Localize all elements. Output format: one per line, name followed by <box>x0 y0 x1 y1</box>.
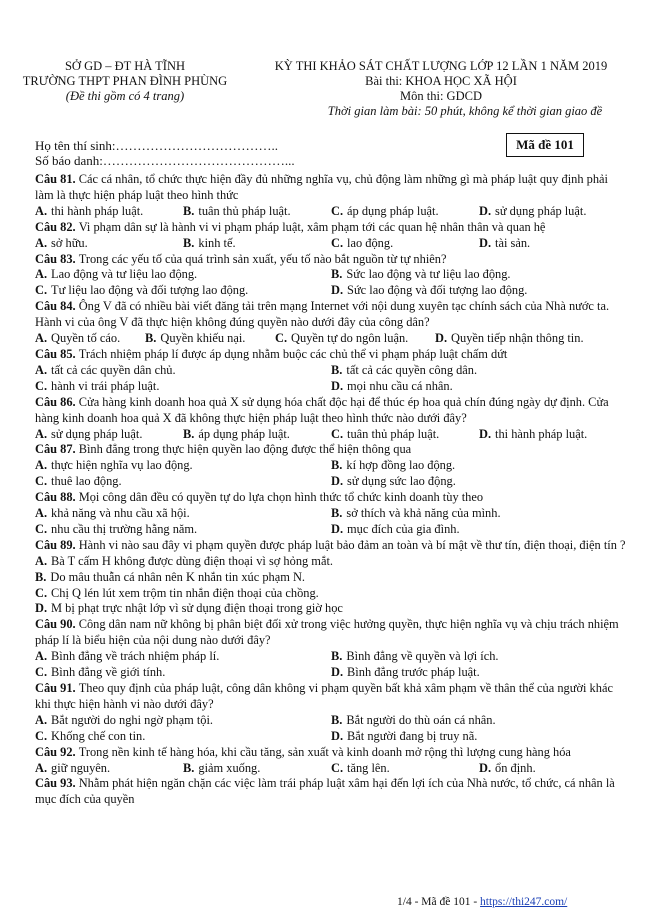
option-letter: B. <box>331 362 343 377</box>
exam-code-box: Mã đề 101 <box>506 133 584 157</box>
answer-option[interactable] <box>275 331 435 347</box>
question <box>35 172 627 204</box>
question-text: Trong nền kinh tế hàng hóa, khi cầu tăng, sản xuất và kinh doanh mở rộng thì lượng cung hàng hóa <box>78 744 571 759</box>
exam-subject: Môn thi: GDCD <box>400 89 482 103</box>
question <box>35 252 627 268</box>
question-number: Câu 87. <box>35 442 79 457</box>
question-number: Câu 89. <box>35 537 79 552</box>
option-text: thực hiện nghĩa vụ lao động. <box>51 458 193 473</box>
answer-option[interactable] <box>331 204 479 220</box>
answer-option[interactable] <box>331 729 627 745</box>
options-row <box>35 267 627 283</box>
option-letter: A. <box>35 553 48 568</box>
option-text: mọi nhu cầu cá nhân. <box>347 378 453 393</box>
option-text: giảm xuống. <box>198 760 261 775</box>
question-number: Câu 81. <box>35 172 79 186</box>
answer-option[interactable] <box>331 283 627 299</box>
answer-option[interactable] <box>331 761 479 777</box>
question-number: Câu 86. <box>35 394 79 409</box>
option-letter: D. <box>35 601 48 616</box>
option-text: nhu cầu thị trường hằng năm. <box>51 521 198 536</box>
option-letter: B. <box>35 569 47 584</box>
student-id-line: Số báo danh:……………………………………... <box>35 153 295 168</box>
footer-link[interactable]: https://thi247.com/ <box>480 896 568 908</box>
option-letter: D. <box>331 283 344 298</box>
options-row <box>35 729 627 745</box>
option-letter: D. <box>479 426 492 441</box>
option-letter: B. <box>331 458 343 473</box>
options-row <box>35 363 627 379</box>
school-name: TRƯỜNG THPT PHAN ĐÌNH PHÙNG <box>22 74 228 88</box>
option-text: tuân thủ pháp luật. <box>198 203 291 218</box>
answer-option[interactable] <box>35 267 331 283</box>
question <box>35 395 627 427</box>
question-number: Câu 88. <box>35 490 79 505</box>
question-number: Câu 93. <box>35 776 79 791</box>
answer-option[interactable] <box>35 331 145 347</box>
option-text: Lao động và tư liệu lao động. <box>51 267 198 282</box>
answer-option[interactable] <box>331 649 627 665</box>
answer-option[interactable] <box>35 554 627 570</box>
option-letter: B. <box>331 267 343 282</box>
question <box>35 490 627 506</box>
option-letter: A. <box>35 426 48 441</box>
option-text: Bắt người do thù oán cá nhân. <box>346 712 496 727</box>
option-letter: C. <box>35 665 48 680</box>
question-text: Theo quy định của pháp luật, công dân không vi phạm quyền bất khả xâm phạm về thân thể của người khác khi thực hiện hành vi nào dưới đây? <box>35 681 613 711</box>
option-letter: D. <box>331 665 344 680</box>
answer-option[interactable] <box>35 522 331 538</box>
options-row <box>35 506 627 522</box>
options-row <box>35 665 627 681</box>
answer-option[interactable] <box>331 236 479 252</box>
option-text: Sức lao động và đối tượng lao động. <box>347 283 528 298</box>
question-text: Ông V đã có nhiều bài viết đăng tải trên mạng Internet với nội dung xuyên tạc chính sách của Nhà nước ta. Hành vi của ông V đã thực hiện không đúng quyền nào dưới đây của công dân? <box>35 299 610 330</box>
answer-option[interactable] <box>35 474 331 490</box>
question <box>35 617 627 649</box>
answer-option[interactable] <box>35 570 627 586</box>
footer-page-label: 1/4 - Mã đề 101 - <box>397 896 481 908</box>
option-letter: C. <box>275 331 288 346</box>
option-text: Chị Q lén lút xem trộm tin nhắn điện thoại của chồng. <box>51 585 319 600</box>
answer-option[interactable] <box>331 713 627 729</box>
options-row <box>35 554 627 570</box>
page-footer <box>397 896 567 908</box>
question <box>35 347 627 363</box>
answer-option[interactable] <box>183 204 331 220</box>
option-text: hành vi trái pháp luật. <box>51 378 160 393</box>
question <box>35 776 627 808</box>
department-name: SỞ GD – ĐT HÀ TĨNH <box>64 59 186 73</box>
options-row <box>35 570 627 586</box>
question-number: Câu 82. <box>35 219 79 234</box>
option-text: Bình đẳng về trách nhiệm pháp lí. <box>51 649 220 664</box>
question-number: Câu 84. <box>35 299 79 314</box>
option-text: kinh tế. <box>198 235 236 250</box>
option-text: M bị phạt trực nhật lớp vì sử dụng điện thoại trong giờ học <box>51 601 343 616</box>
exam-duration: Thời gian làm bài: 50 phút, không kể thời gian giao đề <box>327 104 603 118</box>
options-row <box>35 236 627 252</box>
answer-option[interactable] <box>435 331 627 347</box>
exam-section: Bài thi: KHOA HỌC XÃ HỘI <box>365 74 517 88</box>
option-letter: B. <box>331 712 343 727</box>
option-text: sử dụng pháp luật. <box>51 426 143 441</box>
option-text: Tư liệu lao động và đối tượng lao động. <box>51 283 249 298</box>
options-row <box>35 379 627 395</box>
option-letter: A. <box>35 267 48 282</box>
question-number: Câu 83. <box>35 251 79 266</box>
option-letter: C. <box>35 585 48 600</box>
question <box>35 299 627 331</box>
question <box>35 220 627 236</box>
student-name-line: Họ tên thí sinh:……………………………….. <box>35 138 279 153</box>
option-letter: A. <box>35 760 48 775</box>
option-text: Bà T cấm H không được dùng điện thoại vì sợ hỏng mắt. <box>51 553 333 568</box>
answer-option[interactable] <box>35 729 331 745</box>
answer-option[interactable] <box>331 267 627 283</box>
option-text: tuân thủ pháp luật. <box>347 426 440 441</box>
answer-option[interactable] <box>331 522 627 538</box>
answer-option[interactable] <box>331 665 627 681</box>
option-text: Quyền khiếu nại. <box>160 331 246 346</box>
option-letter: B. <box>331 649 343 664</box>
option-letter: B. <box>183 760 195 775</box>
options-row <box>35 522 627 538</box>
question <box>35 681 627 713</box>
option-text: sở thích và khả năng của mình. <box>346 506 501 521</box>
question-text: Hành vi nào sau đây vi phạm quyền được pháp luật bảo đảm an toàn và bí mật về thư tín, điện thoại, điện tín ? <box>78 537 626 552</box>
answer-option[interactable] <box>145 331 275 347</box>
option-letter: B. <box>183 235 195 250</box>
answer-option[interactable] <box>35 506 331 522</box>
option-letter: B. <box>183 203 195 218</box>
option-letter: D. <box>479 235 492 250</box>
option-text: khả năng và nhu cầu xã hội. <box>51 506 190 521</box>
question-number: Câu 85. <box>35 346 79 361</box>
option-letter: D. <box>479 760 492 775</box>
answer-option[interactable] <box>35 586 627 602</box>
question-text: Mọi công dân đều có quyền tự do lựa chọn hình thức tổ chức kinh doanh tùy theo <box>78 490 484 505</box>
answer-option[interactable] <box>183 236 331 252</box>
question-text: Cửa hàng kinh doanh hoa quả X sử dụng hóa chất độc hại để thúc ép hoa quả chín đúng ngày dự định. Cửa hàng kinh doanh hoa quả X đã không thực hiện pháp luật theo hình thức nào dưới đây? <box>35 394 609 425</box>
answer-option[interactable] <box>35 649 331 665</box>
option-letter: A. <box>35 331 48 346</box>
option-text: Do mâu thuẫn cá nhân nên K nhắn tin xúc phạm N. <box>50 569 306 584</box>
question-text: Vi phạm dân sự là hành vi vi phạm pháp luật, xâm phạm tới các quan hệ nhân thân và quan hệ <box>78 219 546 234</box>
options-row <box>35 427 627 443</box>
option-text: Quyền tố cáo. <box>51 331 121 346</box>
options-row <box>35 458 627 474</box>
option-letter: C. <box>331 203 344 218</box>
questions-list <box>35 172 627 808</box>
option-letter: B. <box>145 331 157 346</box>
page-count-note: (Đề thi gồm có 4 trang) <box>65 89 185 103</box>
answer-option[interactable] <box>35 363 331 379</box>
option-letter: C. <box>331 426 344 441</box>
option-text: Bình đẳng trước pháp luật. <box>347 665 480 680</box>
option-text: áp dụng pháp luật. <box>347 203 439 218</box>
answer-option[interactable] <box>331 379 627 395</box>
answer-option[interactable] <box>183 427 331 443</box>
option-text: ổn định. <box>495 760 536 775</box>
answer-option[interactable] <box>35 283 331 299</box>
option-text: Khống chế con tin. <box>51 728 146 743</box>
option-text: tăng lên. <box>347 760 390 775</box>
answer-option[interactable] <box>35 458 331 474</box>
option-letter: A. <box>35 362 48 377</box>
answer-option[interactable] <box>35 761 183 777</box>
option-text: Bắt người đang bị truy nã. <box>347 728 478 743</box>
answer-option[interactable] <box>35 379 331 395</box>
option-letter: B. <box>331 506 343 521</box>
option-text: giữ nguyên. <box>51 760 111 775</box>
option-letter: A. <box>35 506 48 521</box>
option-text: tài sản. <box>495 235 531 250</box>
answer-option[interactable] <box>331 474 627 490</box>
answer-option[interactable] <box>331 506 627 522</box>
option-text: sử dụng pháp luật. <box>495 203 587 218</box>
option-text: Bình đẳng về quyền và lợi ích. <box>346 649 499 664</box>
answer-option[interactable] <box>479 427 627 443</box>
answer-option[interactable] <box>331 363 627 379</box>
answer-option[interactable] <box>331 458 627 474</box>
option-text: Sức lao động và tư liệu lao động. <box>346 267 511 282</box>
question-text: Nhằm phát hiện ngăn chặn các việc làm trái pháp luật xâm hại đến lợi ích của Nhà nước, tổ chức, cá nhân là mục đích của quyền <box>35 776 615 807</box>
option-text: tất cả các quyền dân chủ. <box>51 362 176 377</box>
answer-option[interactable] <box>35 713 331 729</box>
option-letter: C. <box>331 235 344 250</box>
option-letter: A. <box>35 649 48 664</box>
option-letter: D. <box>331 728 344 743</box>
option-text: sử dụng sức lao động. <box>347 474 456 489</box>
answer-option[interactable] <box>331 427 479 443</box>
option-letter: D. <box>331 474 344 489</box>
option-letter: D. <box>331 521 344 536</box>
question-text: Bình đẳng trong thực hiện quyền lao động được thể hiện thông qua <box>78 442 412 457</box>
option-text: Quyền tiếp nhận thông tin. <box>451 331 584 346</box>
answer-option[interactable] <box>35 236 183 252</box>
answer-option[interactable] <box>479 204 627 220</box>
option-letter: C. <box>35 378 48 393</box>
option-letter: D. <box>435 331 448 346</box>
answer-option[interactable] <box>35 427 183 443</box>
option-letter: C. <box>35 728 48 743</box>
answer-option[interactable] <box>35 665 331 681</box>
options-row <box>35 474 627 490</box>
question-text: Trong các yếu tố của quá trình sản xuất, yếu tố nào bắt nguồn từ tự nhiên? <box>78 251 447 266</box>
answer-option[interactable] <box>479 761 627 777</box>
question-number: Câu 90. <box>35 617 79 632</box>
answer-option[interactable] <box>35 204 183 220</box>
options-row <box>35 204 627 220</box>
question-text: Trách nhiệm pháp lí được áp dụng nhằm buộc các chủ thể vi phạm pháp luật chấm dứt <box>78 346 508 361</box>
question <box>35 442 627 458</box>
option-text: sở hữu. <box>51 235 88 250</box>
option-text: Bắt người do nghi ngờ phạm tội. <box>51 712 214 727</box>
question-text: Các cá nhân, tổ chức thực hiện đầy đủ những nghĩa vụ, chủ động làm những gì mà pháp luật quy định phải làm là thực hiện pháp luật theo hình thức <box>35 172 608 202</box>
exam-title: KỲ THI KHẢO SÁT CHẤT LƯỢNG LỚP 12 LẦN 1 NĂM 2019 <box>274 59 608 73</box>
option-letter: A. <box>35 712 48 727</box>
question-number: Câu 92. <box>35 744 79 759</box>
options-row <box>35 283 627 299</box>
option-letter: C. <box>35 474 48 489</box>
option-letter: C. <box>35 283 48 298</box>
option-letter: B. <box>183 426 195 441</box>
question-text: Công dân nam nữ không bị phân biệt đối xử trong việc hưởng quyền, thực hiện nghĩa vụ và chịu trách nhiệm pháp lí là biểu hiện của nội dung nào dưới đây? <box>35 617 619 648</box>
options-row <box>35 761 627 777</box>
option-text: thi hành pháp luật. <box>51 203 144 218</box>
question-number: Câu 91. <box>35 681 79 695</box>
question <box>35 538 627 554</box>
options-row <box>35 649 627 665</box>
option-text: mục đích của gia đình. <box>347 521 460 536</box>
option-text: Quyền tự do ngôn luận. <box>291 331 409 346</box>
option-text: áp dụng pháp luật. <box>198 426 290 441</box>
option-letter: D. <box>479 203 492 218</box>
options-row <box>35 586 627 602</box>
options-row <box>35 713 627 729</box>
option-text: Bình đẳng về giới tính. <box>51 665 166 680</box>
option-text: thi hành pháp luật. <box>495 426 588 441</box>
answer-option[interactable] <box>35 601 627 617</box>
question <box>35 745 627 761</box>
option-letter: D. <box>331 378 344 393</box>
option-text: tất cả các quyền công dân. <box>346 362 478 377</box>
option-letter: A. <box>35 458 48 473</box>
options-row <box>35 331 627 347</box>
option-text: kí hợp đồng lao động. <box>346 458 456 473</box>
option-letter: C. <box>331 760 344 775</box>
answer-option[interactable] <box>479 236 627 252</box>
option-text: lao động. <box>347 235 394 250</box>
option-letter: C. <box>35 521 48 536</box>
options-row <box>35 601 627 617</box>
answer-option[interactable] <box>183 761 331 777</box>
option-letter: A. <box>35 203 48 218</box>
option-letter: A. <box>35 235 48 250</box>
option-text: thuê lao động. <box>51 474 122 489</box>
